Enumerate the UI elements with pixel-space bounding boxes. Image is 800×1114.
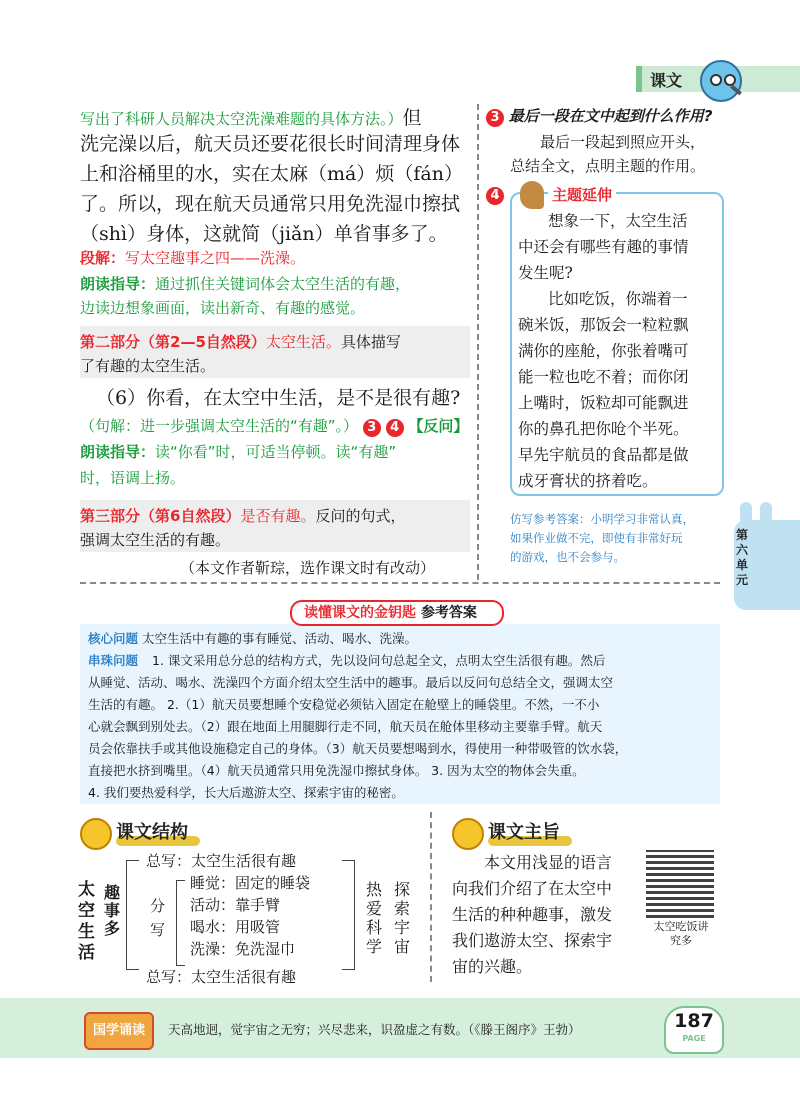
extension-line: 发生呢? — [518, 264, 573, 282]
extension-line: 你的鼻孔把你呛个半死。 — [518, 420, 689, 438]
core-text: 太空生活中有趣的事有睡觉、活动、喝水、洗澡。 — [142, 631, 418, 646]
qr-caption — [644, 920, 718, 948]
column-divider — [477, 104, 479, 580]
part-summary — [80, 504, 470, 528]
structure-items — [190, 872, 310, 960]
extension-line: 早先宇航员的食品都是做 — [518, 446, 689, 464]
lower-divider — [430, 812, 432, 982]
badge-4-icon: 4 — [486, 187, 504, 205]
answer-line: 总结全文，点明主题的作用。 — [510, 157, 706, 175]
structure-fen: 分写 — [150, 897, 166, 939]
answer-line: 生活的有趣。 2.（1）航天员要想睡个安稳觉必须钻入固定在舱壁上的睡袋里。不然，一不小 — [88, 697, 600, 712]
badge-4-icon: 4 — [386, 419, 404, 437]
question-text: 最后一段在文中起到什么作用? — [508, 107, 713, 125]
structure-item: 喝水：用吸管 — [190, 918, 281, 936]
part-topic: 是否有趣。 — [240, 507, 316, 525]
extension-line: 成牙膏状的挤着吃。 — [518, 472, 658, 490]
extension-line: 满你的座舱，你张着嘴可 — [518, 342, 689, 360]
extension-title: 主题延伸 — [548, 184, 616, 205]
qr-caption-line: 太空吃饭讲 — [653, 920, 709, 933]
answer-title — [304, 602, 477, 622]
theme-line: 我们遨游太空、探索宇 — [452, 931, 613, 950]
part-text: 具体描写 — [340, 333, 401, 351]
answer-line: 从睡觉、活动、喝水、洗澡四个方面介绍太空生活中的趣事。最后以反问句总结全文，强调太空 — [88, 675, 614, 690]
structure-title: 课文结构 — [116, 822, 188, 843]
tab-ear-icon — [760, 502, 772, 526]
para-line: 上和浴桶里的水，实在太麻（má）烦（fán） — [80, 163, 463, 185]
sentence-note-text: （句解：进一步强调太空生活的“有趣”。） — [80, 417, 359, 435]
part-label: 第三部分（第6自然段） — [80, 507, 241, 525]
structure-bottom: 总写：太空生活很有趣 — [146, 968, 297, 986]
part-text: 强调太空生活的有趣。 — [80, 531, 231, 549]
page-number: 187 — [674, 1010, 714, 1032]
structure-item: 洗澡：免洗湿巾 — [190, 940, 296, 958]
page-word: PAGE — [682, 1034, 706, 1043]
mascot-eye-icon — [724, 74, 736, 86]
para-line: （shì）身体，这就简（jiǎn）单省事多了。 — [80, 223, 448, 245]
sentence-note — [80, 414, 470, 438]
tab-ear-icon — [740, 502, 752, 526]
leaf-icon — [520, 181, 544, 209]
unit-label: 第六单元 — [736, 528, 749, 587]
guide-label: 朗读指导： — [80, 275, 156, 293]
bracket-right — [342, 860, 355, 970]
para-line: （6）你看，在太空中生活，是不是很有趣? — [96, 387, 461, 409]
extension-line: 能一粒也吃不着；而你闭 — [518, 368, 689, 386]
imitation-line: 的游戏，也不会参与。 — [510, 550, 625, 564]
extension-line: 中还会有哪些有趣的事情 — [518, 238, 689, 256]
note-label: 段解： — [80, 249, 126, 267]
part-label: 第二部分（第2—5自然段） — [80, 333, 266, 351]
answer-line: 最后一段起到照应开头， — [540, 133, 706, 151]
core-question — [88, 628, 718, 650]
part-text: 了有趣的太空生活。 — [80, 357, 216, 375]
badge-3-icon: 3 — [363, 419, 381, 437]
theme-line: 生活的种种趣事，激发 — [452, 905, 613, 924]
bee-icon — [452, 818, 484, 850]
structure-top: 总写：太空生活很有趣 — [146, 852, 297, 870]
imitation-answer — [510, 510, 730, 567]
structure-qu: 趣事多 — [104, 883, 121, 938]
para-line: 了。所以，现在航天员通常只用免洗湿巾擦拭 — [80, 193, 461, 215]
chain-answers — [88, 650, 718, 804]
badge-3-icon: 3 — [486, 109, 504, 127]
structure-root: 太空生活 — [78, 880, 95, 963]
answer-line: 员会依靠扶手或其他设施稳定自己的身体。（3）航天员要想喝到水，得使用一种带吸管的饮水袋， — [88, 741, 628, 756]
extension-line: 比如吃饭，你端着一 — [548, 290, 688, 308]
header-stripe — [636, 66, 642, 92]
theme-line: 本文用浅显的语言 — [484, 853, 613, 872]
question-3 — [486, 104, 726, 128]
theme-title: 课文主旨 — [488, 822, 560, 843]
answer-line: 直接把水挤到嘴里。（4）航天员通常只用免洗湿巾擦拭身体。 3. 因为太空的物体会失重。 — [88, 763, 585, 778]
qr-code-icon[interactable] — [646, 850, 714, 918]
bee-icon — [80, 818, 112, 850]
source-note: （本文作者靳琮，选作课文时有改动） — [180, 559, 436, 577]
badge-4 — [486, 184, 504, 205]
structure-right-1: 热爱科学 — [366, 880, 383, 956]
qr-caption-line: 究多 — [670, 934, 692, 947]
guoxue-logo — [84, 1012, 154, 1050]
section-divider — [80, 582, 720, 584]
extension-line: 碗米饭，那饭会一粒粒飘 — [518, 316, 689, 334]
note-text: 写太空趣事之四——洗澡。 — [125, 249, 306, 267]
bracket-left — [126, 860, 139, 970]
answer-title-red: 读懂课文的金钥匙 — [304, 605, 416, 621]
part-summary — [80, 330, 470, 354]
imitation-line: 仿写参考答案：小明学习非常认真， — [510, 512, 694, 526]
core-label: 核心问题 — [88, 631, 139, 646]
guide-label: 朗读指导： — [80, 443, 156, 461]
answer-line: 4. 我们要热爱科学，长大后遨游太空、探索宇宙的秘密。 — [88, 785, 404, 800]
mascot-icon — [700, 60, 742, 102]
guide-text: 读“你看”时，可适当停顿。读“有趣” — [155, 443, 397, 461]
chain-label: 串珠问题 — [88, 653, 139, 668]
mascot-eye-icon — [710, 74, 722, 86]
guide-text: 时，语调上扬。 — [80, 469, 186, 487]
answer-line: 心就会飘到别处去。（2）跟在地面上用腿脚行走不同，航天员在舱体里移动主要靠手臂。航天 — [88, 719, 603, 734]
para-line: 洗完澡以后，航天员还要花很长时间清理身体 — [80, 133, 461, 155]
extension-text — [518, 208, 718, 494]
guide-text: 边读边想象画面，读出新奇、有趣的感觉。 — [80, 299, 366, 317]
extension-line: 想象一下，太空生活 — [548, 212, 688, 230]
section-label: 课文 — [650, 71, 683, 90]
extension-line: 上嘴时，饭粒却可能飘进 — [518, 394, 689, 412]
answer-title-black: 参考答案 — [420, 605, 477, 621]
reading-guide — [80, 440, 470, 464]
paragraph-note — [80, 246, 470, 270]
logo-text: 国学诵读 — [92, 1023, 145, 1038]
bracket-inner — [176, 880, 185, 966]
footer-quote: 天高地迥，觉宇宙之无穷；兴尽悲来，识盈虚之有数。（《滕王阁序》王勃） — [168, 1022, 581, 1037]
part-topic: 太空生活。 — [265, 333, 341, 351]
annotation-text: 写出了科研人员解决太空洗澡难题的具体方法。） — [80, 110, 403, 128]
theme-line: 宙的兴趣。 — [452, 957, 533, 976]
part-text: 反问的句式， — [315, 507, 406, 525]
theme-line: 向我们介绍了在太空中 — [452, 879, 613, 898]
theme-text — [452, 850, 642, 980]
guide-text: 通过抓住关键词体会太空生活的有趣， — [155, 275, 411, 293]
structure-item: 活动：靠手臂 — [190, 896, 281, 914]
imitation-line: 如果作业做不完，即使有非常好玩 — [510, 531, 683, 545]
para-line — [80, 104, 470, 132]
text-fragment: 但 — [402, 107, 422, 129]
answer-line: 1. 课文采用总分总的结构方式，先以设问句总起全文，点明太空生活很有趣。然后 — [152, 653, 606, 668]
reading-guide — [80, 272, 470, 296]
rhetoric-tag: 【反问】 — [408, 417, 469, 435]
structure-right-2: 探索宇宙 — [394, 880, 411, 956]
structure-item: 睡觉：固定的睡袋 — [190, 874, 311, 892]
